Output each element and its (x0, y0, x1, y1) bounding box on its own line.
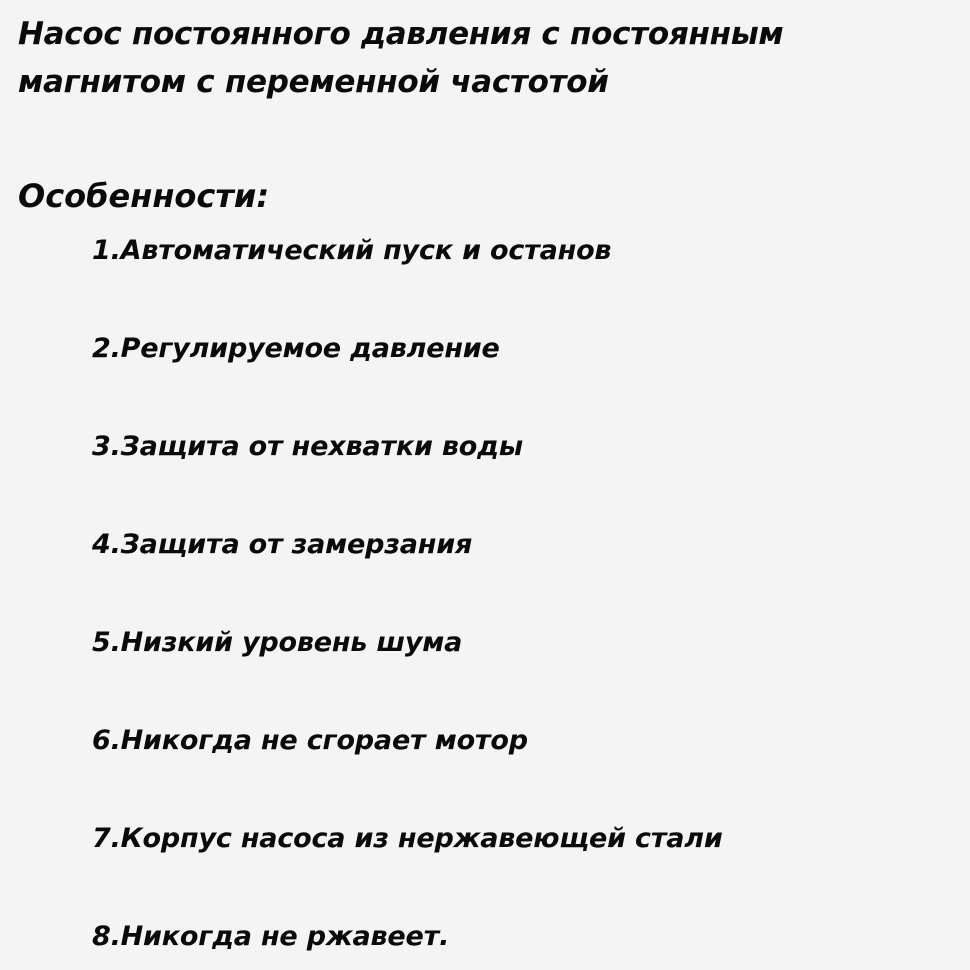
feature-item-7: 7.Корпус насоса из нержавеющей стали (92, 823, 723, 854)
feature-item-8: 8.Никогда не ржавеет. (92, 921, 450, 952)
feature-item-3: 3.Защита от нехватки воды (92, 431, 523, 462)
features-heading: Особенности: (18, 177, 270, 215)
page-title: Насос постоянного давления с постоянным магнитом с переменной частотой (18, 16, 784, 100)
feature-item-6: 6.Никогда не сгорает мотор (92, 725, 528, 756)
feature-item-1: 1.Автоматический пуск и останов (92, 235, 612, 266)
feature-item-5: 5.Низкий уровень шума (92, 627, 463, 658)
feature-item-2: 2.Регулируемое давление (92, 333, 500, 364)
features-list (92, 226, 723, 970)
feature-item-4: 4.Защита от замерзания (92, 529, 473, 560)
